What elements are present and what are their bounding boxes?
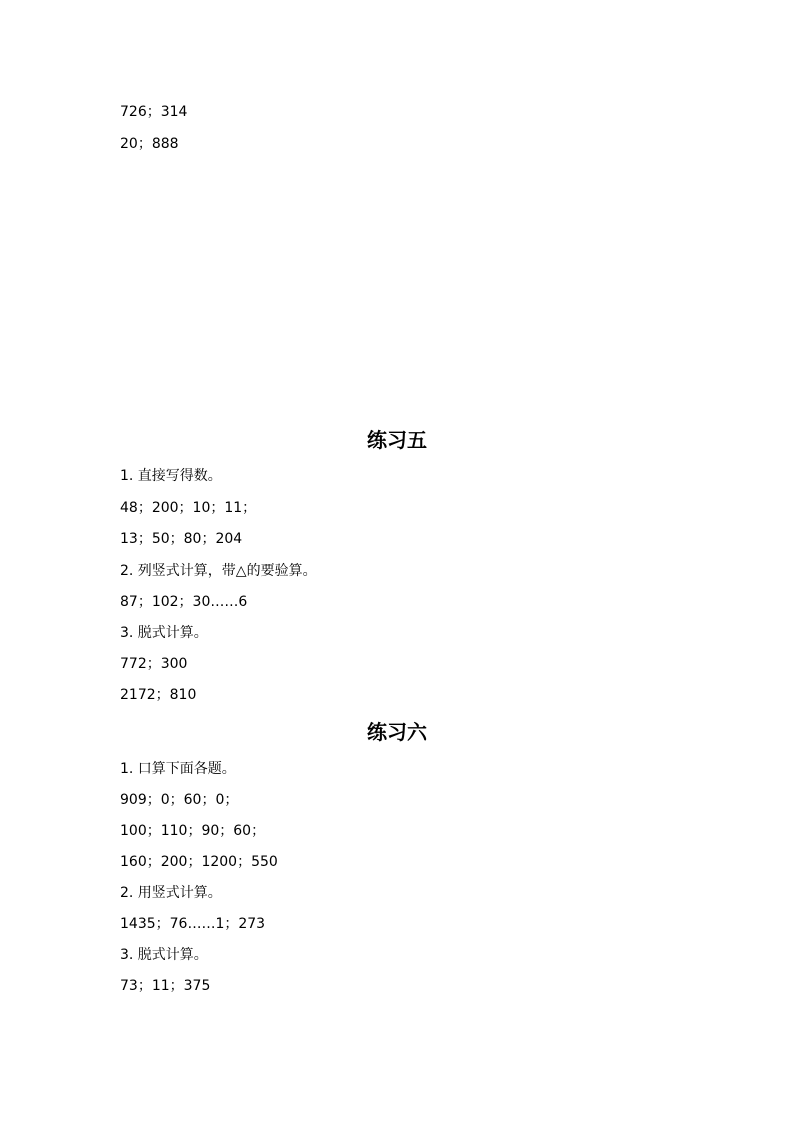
answer-line: 1435；76……1；273 <box>120 916 266 932</box>
answer-line: 87；102；30……6 <box>120 594 248 610</box>
section-title: 练习五 <box>367 428 427 452</box>
section-title: 练习六 <box>367 720 427 744</box>
question-label: 3. 脱式计算。 <box>120 947 208 963</box>
question-label: 1. 口算下面各题。 <box>120 761 236 777</box>
answer-line: 73；11；375 <box>120 978 211 994</box>
answer-line: 726；314 <box>120 104 188 120</box>
answer-line: 160；200；1200；550 <box>120 854 278 870</box>
answer-line: 100；110；90；60； <box>120 823 266 839</box>
answer-line: 20；888 <box>120 136 179 152</box>
question-label: 2. 用竖式计算。 <box>120 885 222 901</box>
question-label: 2. 列竖式计算，带△的要验算。 <box>120 563 317 579</box>
answer-line: 772；300 <box>120 656 188 672</box>
question-label: 3. 脱式计算。 <box>120 625 208 641</box>
answer-line: 48；200；10；11； <box>120 500 257 516</box>
answer-line: 2172；810 <box>120 687 197 703</box>
answer-line: 909；0；60；0； <box>120 792 239 808</box>
answer-line: 13；50；80；204 <box>120 531 243 547</box>
question-label: 1. 直接写得数。 <box>120 468 222 484</box>
